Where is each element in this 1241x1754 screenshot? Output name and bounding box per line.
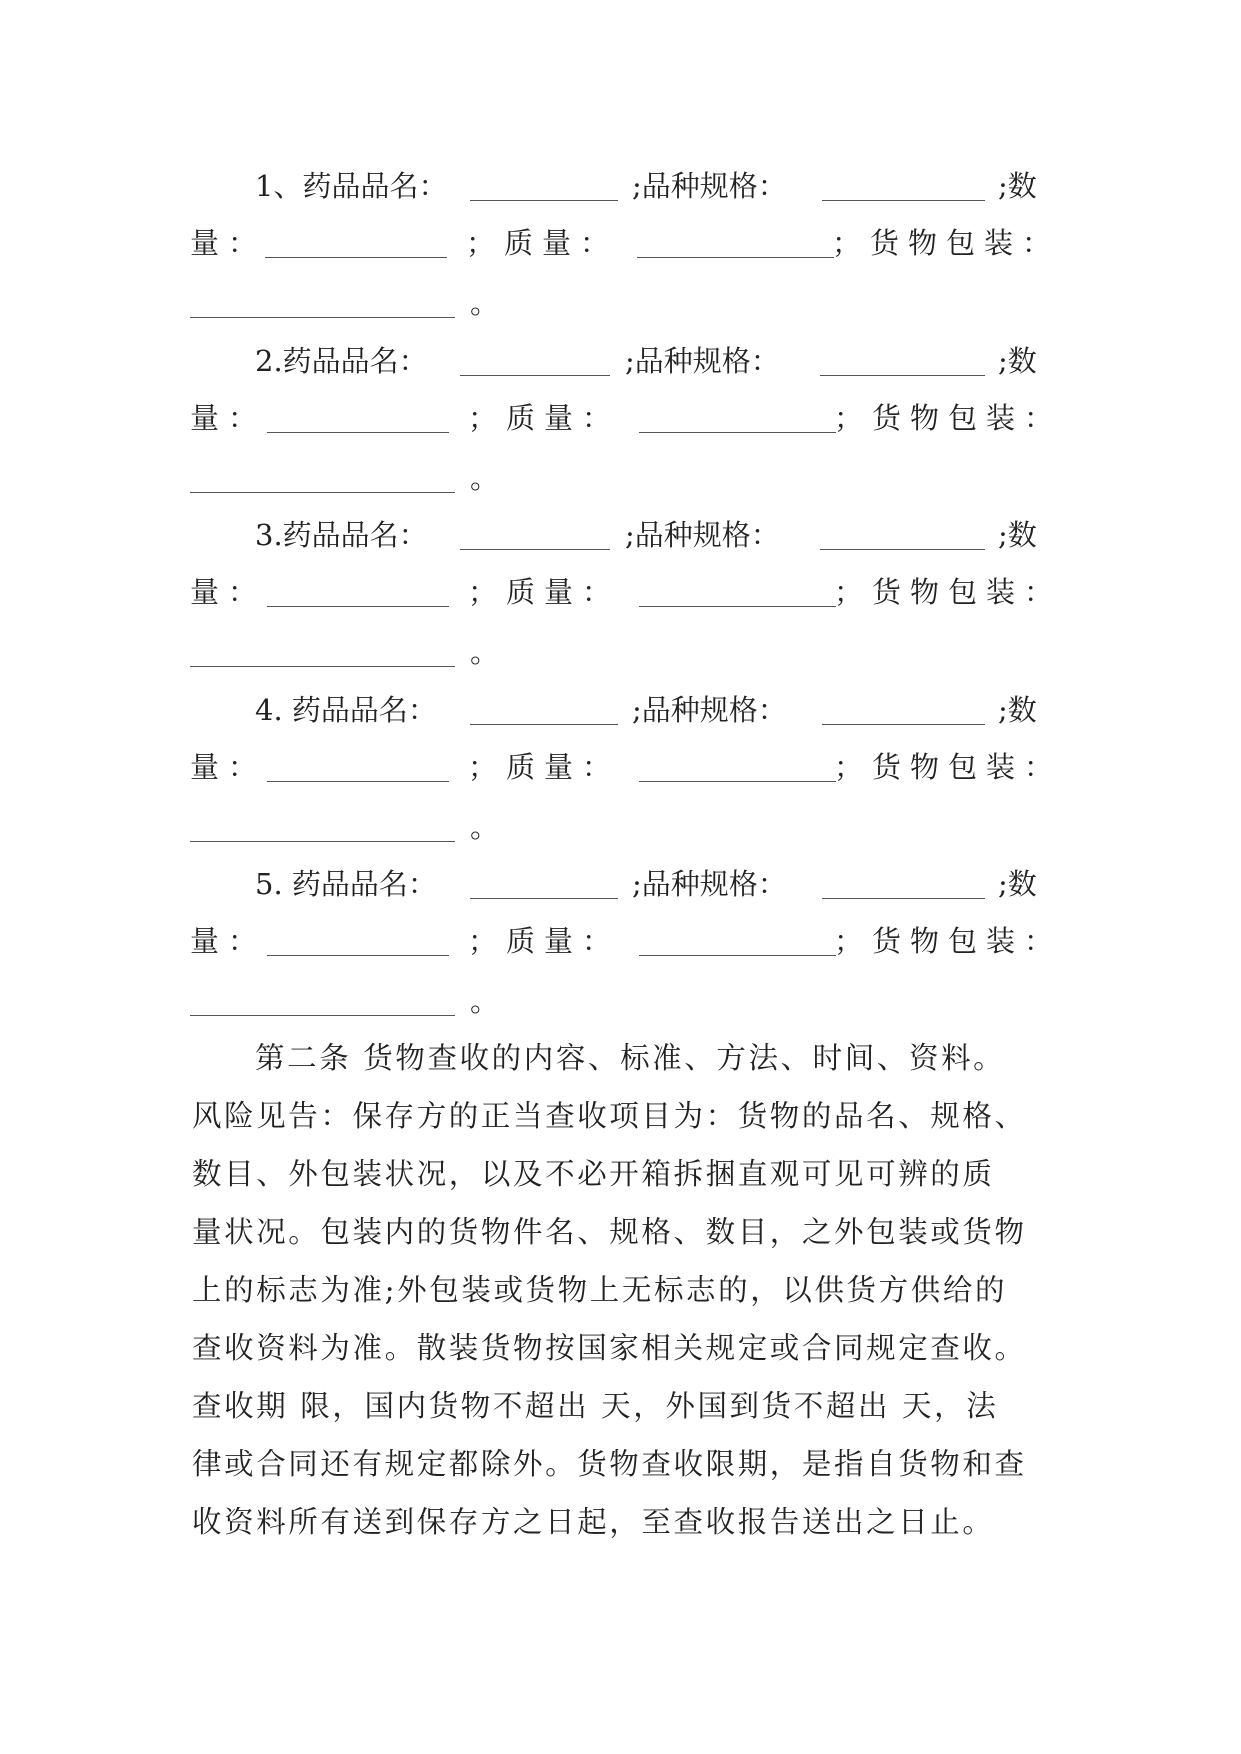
item-5-line-3 (0, 981, 1241, 1021)
item-2-name-blank[interactable] (460, 374, 610, 376)
item-5-line-2 (0, 921, 1241, 961)
item-4-qty-blank[interactable] (267, 780, 449, 782)
item-2-line-1 (0, 341, 1241, 381)
article-line: 查收期 限，国内货物不超出 天，外国到货不超出 天，法 (192, 1389, 999, 1423)
item-1-qty-cont: 量： (190, 226, 267, 260)
item-3-quality-blank[interactable] (639, 605, 836, 607)
item-3-line-1 (0, 515, 1241, 555)
item-4-qty-cont: 量： (190, 750, 267, 784)
item-4-end: 。 (470, 810, 500, 844)
item-2-line-3 (0, 458, 1241, 498)
item-2-name-label: 2.药品品名： (255, 344, 428, 378)
item-2-line-2 (0, 398, 1241, 438)
item-2-qty-cont: 量： (190, 401, 267, 435)
item-5-qty-label: ;数 (998, 867, 1037, 901)
item-2-package-label: ；货物包装： (834, 401, 1063, 435)
item-1-line-2 (0, 223, 1241, 263)
item-2-package-blank[interactable] (190, 491, 455, 493)
item-5-qty-cont: 量： (190, 924, 267, 958)
item-3-spec-label: ;品种规格： (625, 518, 780, 552)
item-4-name-label: 4. 药品品名： (255, 693, 437, 727)
item-5-quality-blank[interactable] (639, 954, 836, 956)
item-4-spec-label: ;品种规格： (632, 693, 787, 727)
item-5-line-1 (0, 864, 1241, 904)
item-4-qty-label: ;数 (998, 693, 1037, 727)
item-5-qty-blank[interactable] (267, 954, 449, 956)
article-line: 律或合同还有规定都除外。货物查收限期，是指自货物和查 (192, 1447, 1027, 1481)
item-1-package-label: ；货物包装： (832, 226, 1061, 260)
item-3-qty-blank[interactable] (267, 605, 449, 607)
article-line: 查收资料为准。散装货物按国家相关规定或合同规定查收。 (192, 1331, 1027, 1365)
article-heading: 第二条 货物查收的内容、标准、方法、时间、资料。 (255, 1041, 1006, 1075)
item-5-spec-blank[interactable] (822, 897, 985, 899)
item-3-line-3 (0, 632, 1241, 672)
item-2-spec-blank[interactable] (820, 374, 985, 376)
item-2-quality-blank[interactable] (639, 431, 836, 433)
item-3-package-blank[interactable] (190, 665, 455, 667)
item-5-quality-label: ；质量： (468, 924, 621, 958)
item-2-quality-label: ；质量： (468, 401, 621, 435)
article-line: 数目、外包装状况，以及不必开箱拆捆直观可见可辨的质 (192, 1157, 995, 1191)
item-3-quality-label: ；质量： (468, 575, 621, 609)
item-5-name-label: 5. 药品品名： (255, 867, 437, 901)
item-5-package-label: ；货物包装： (834, 924, 1063, 958)
item-3-name-label: 3.药品品名： (255, 518, 428, 552)
item-4-package-blank[interactable] (190, 840, 455, 842)
item-4-name-blank[interactable] (470, 723, 618, 725)
article-line: 风险见告：保存方的正当查收项目为：货物的品名、规格、 (192, 1099, 1027, 1133)
item-4-quality-blank[interactable] (639, 780, 836, 782)
item-1-name-blank[interactable] (470, 199, 618, 201)
item-4-line-3 (0, 807, 1241, 847)
item-5-package-blank[interactable] (190, 1014, 455, 1016)
item-5-end: 。 (470, 984, 500, 1018)
item-4-spec-blank[interactable] (822, 723, 985, 725)
item-2-spec-label: ;品种规格： (625, 344, 780, 378)
item-3-qty-cont: 量： (190, 575, 267, 609)
item-1-spec-blank[interactable] (822, 199, 985, 201)
item-1-package-blank[interactable] (190, 316, 455, 318)
item-2-end: 。 (470, 461, 500, 495)
item-3-package-label: ；货物包装： (834, 575, 1063, 609)
item-1-line-1 (0, 166, 1241, 206)
item-1-name-label: 1、药品品名： (255, 169, 448, 203)
item-4-quality-label: ；质量： (468, 750, 621, 784)
item-1-line-3 (0, 283, 1241, 323)
item-3-end: 。 (470, 635, 500, 669)
item-1-spec-label: ;品种规格： (632, 169, 787, 203)
item-4-package-label: ；货物包装： (834, 750, 1063, 784)
item-3-name-blank[interactable] (460, 548, 610, 550)
article-line: 量状况。包装内的货物件名、规格、数目，之外包装或货物 (192, 1215, 1027, 1249)
article-line: 收资料所有送到保存方之日起，至查收报告送出之日止。 (192, 1505, 995, 1539)
item-4-line-2 (0, 747, 1241, 787)
article-line: 上的标志为准;外包装或货物上无标志的，以供货方供给的 (192, 1273, 1008, 1307)
item-3-qty-label: ;数 (998, 518, 1037, 552)
item-2-qty-blank[interactable] (267, 431, 449, 433)
item-1-quality-label: ；质量： (466, 226, 619, 260)
item-1-end: 。 (470, 286, 500, 320)
item-5-spec-label: ;品种规格： (632, 867, 787, 901)
item-5-name-blank[interactable] (470, 897, 618, 899)
item-3-spec-blank[interactable] (820, 548, 985, 550)
item-2-qty-label: ;数 (998, 344, 1037, 378)
item-1-qty-label: ;数 (998, 169, 1037, 203)
item-1-qty-blank[interactable] (265, 256, 447, 258)
item-4-line-1 (0, 690, 1241, 730)
item-1-quality-blank[interactable] (637, 256, 834, 258)
item-3-line-2 (0, 572, 1241, 612)
